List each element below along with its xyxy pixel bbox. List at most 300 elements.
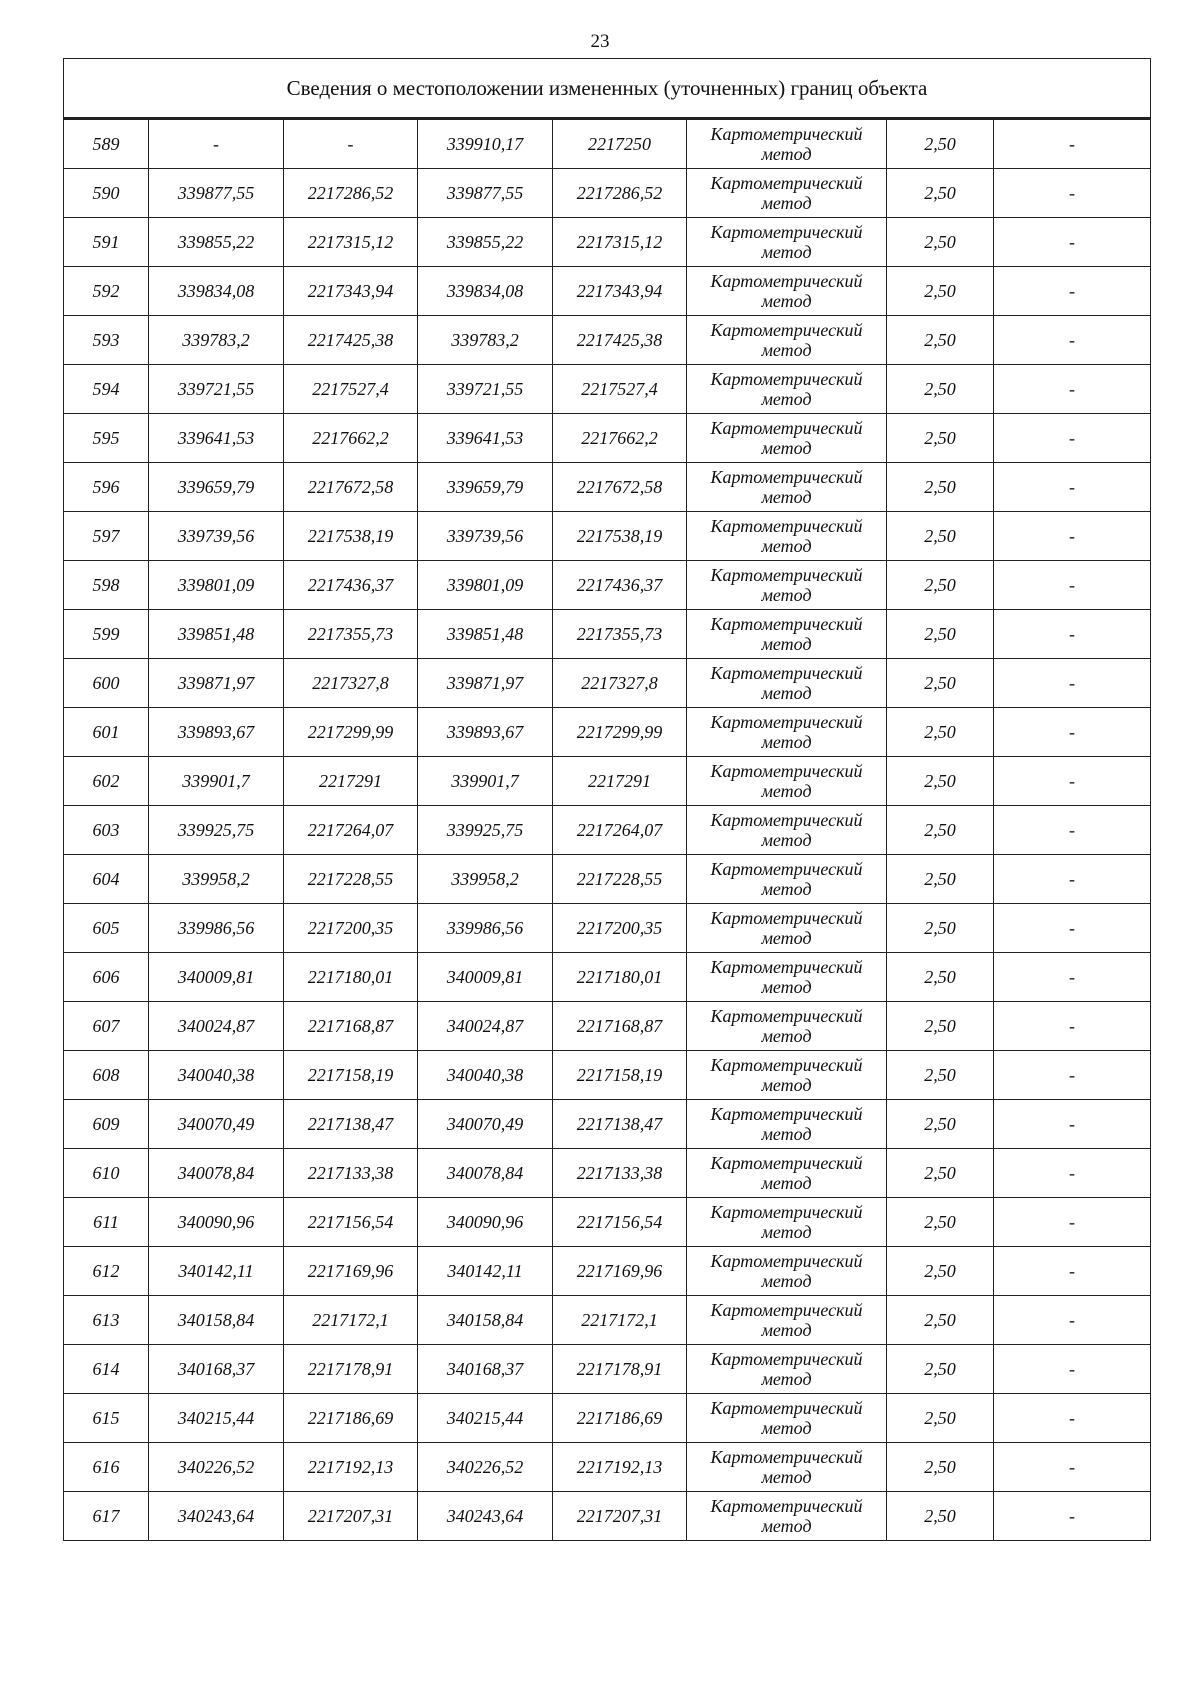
- accuracy-cell: 2,50: [887, 561, 994, 610]
- method-cell: [687, 169, 887, 218]
- note-cell: -: [994, 1198, 1151, 1247]
- page-number: 23: [590, 31, 610, 52]
- table-title: Сведения о местоположении измененных (уточненных) границ объекта: [64, 59, 1151, 119]
- method-cell: [687, 806, 887, 855]
- point-number-cell: 612: [64, 1247, 149, 1296]
- refined-x-cell: 340168,37: [418, 1345, 553, 1394]
- method-line-1: Картометрический: [710, 1202, 863, 1222]
- point-number-cell: 591: [64, 218, 149, 267]
- method-line-2: метод: [761, 340, 812, 360]
- accuracy-cell: 2,50: [887, 1492, 994, 1541]
- existing-x-cell: 339958,2: [149, 855, 284, 904]
- method-line-1: Картометрический: [710, 516, 863, 536]
- accuracy-cell: 2,50: [887, 1002, 994, 1051]
- existing-y-cell: -: [284, 119, 418, 169]
- point-number-cell: 616: [64, 1443, 149, 1492]
- refined-y-cell: 2217228,55: [553, 855, 687, 904]
- method-line-2: метод: [761, 389, 812, 409]
- method-cell: [687, 1443, 887, 1492]
- method-line-2: метод: [761, 634, 812, 654]
- point-number-cell: 598: [64, 561, 149, 610]
- refined-x-cell: 340078,84: [418, 1149, 553, 1198]
- method-cell: [687, 267, 887, 316]
- note-cell: -: [994, 414, 1151, 463]
- refined-y-cell: 2217315,12: [553, 218, 687, 267]
- method-line-1: Картометрический: [710, 908, 863, 928]
- refined-y-cell: 2217192,13: [553, 1443, 687, 1492]
- accuracy-cell: 2,50: [887, 218, 994, 267]
- method-line-2: метод: [761, 1467, 812, 1487]
- method-line-1: Картометрический: [710, 271, 863, 291]
- refined-x-cell: 340070,49: [418, 1100, 553, 1149]
- refined-y-cell: 2217299,99: [553, 708, 687, 757]
- table-row: [64, 1100, 1151, 1149]
- note-cell: -: [994, 659, 1151, 708]
- method-line-2: метод: [761, 1516, 812, 1536]
- refined-x-cell: 339893,67: [418, 708, 553, 757]
- refined-x-cell: 339783,2: [418, 316, 553, 365]
- point-number-cell: 595: [64, 414, 149, 463]
- method-cell: [687, 119, 887, 169]
- existing-y-cell: 2217133,38: [284, 1149, 418, 1198]
- refined-x-cell: 339871,97: [418, 659, 553, 708]
- existing-y-cell: 2217355,73: [284, 610, 418, 659]
- existing-x-cell: 340168,37: [149, 1345, 284, 1394]
- method-line-2: метод: [761, 830, 812, 850]
- refined-x-cell: 340226,52: [418, 1443, 553, 1492]
- existing-x-cell: 339925,75: [149, 806, 284, 855]
- method-line-1: Картометрический: [710, 1006, 863, 1026]
- point-number-cell: 611: [64, 1198, 149, 1247]
- point-number-cell: 605: [64, 904, 149, 953]
- refined-x-cell: 340243,64: [418, 1492, 553, 1541]
- existing-y-cell: 2217538,19: [284, 512, 418, 561]
- method-cell: [687, 1345, 887, 1394]
- refined-x-cell: 339986,56: [418, 904, 553, 953]
- note-cell: -: [994, 1492, 1151, 1541]
- existing-x-cell: 340009,81: [149, 953, 284, 1002]
- method-line-2: метод: [761, 193, 812, 213]
- existing-y-cell: 2217343,94: [284, 267, 418, 316]
- table-row: [64, 757, 1151, 806]
- table-row: [64, 512, 1151, 561]
- note-cell: -: [994, 463, 1151, 512]
- point-number-cell: 590: [64, 169, 149, 218]
- existing-y-cell: 2217200,35: [284, 904, 418, 953]
- method-cell: [687, 561, 887, 610]
- accuracy-cell: 2,50: [887, 365, 994, 414]
- table-row: [64, 1394, 1151, 1443]
- refined-x-cell: 339910,17: [418, 119, 553, 169]
- method-cell: [687, 1394, 887, 1443]
- point-number-cell: 594: [64, 365, 149, 414]
- method-line-2: метод: [761, 683, 812, 703]
- point-number-cell: 602: [64, 757, 149, 806]
- table-row: [64, 169, 1151, 218]
- boundary-coordinates-table: [63, 58, 1151, 1541]
- note-cell: -: [994, 218, 1151, 267]
- method-cell: [687, 1149, 887, 1198]
- refined-y-cell: 2217178,91: [553, 1345, 687, 1394]
- existing-x-cell: 340226,52: [149, 1443, 284, 1492]
- point-number-cell: 609: [64, 1100, 149, 1149]
- accuracy-cell: 2,50: [887, 316, 994, 365]
- refined-y-cell: 2217250: [553, 119, 687, 169]
- accuracy-cell: 2,50: [887, 1443, 994, 1492]
- method-line-1: Картометрический: [710, 222, 863, 242]
- note-cell: -: [994, 610, 1151, 659]
- existing-y-cell: 2217299,99: [284, 708, 418, 757]
- note-cell: -: [994, 904, 1151, 953]
- refined-y-cell: 2217168,87: [553, 1002, 687, 1051]
- existing-x-cell: 340024,87: [149, 1002, 284, 1051]
- refined-x-cell: 339721,55: [418, 365, 553, 414]
- point-number-cell: 608: [64, 1051, 149, 1100]
- refined-x-cell: 339958,2: [418, 855, 553, 904]
- point-number-cell: 597: [64, 512, 149, 561]
- method-line-1: Картометрический: [710, 614, 863, 634]
- method-cell: [687, 365, 887, 414]
- method-line-2: метод: [761, 487, 812, 507]
- existing-y-cell: 2217192,13: [284, 1443, 418, 1492]
- refined-y-cell: 2217264,07: [553, 806, 687, 855]
- method-line-2: метод: [761, 1222, 812, 1242]
- table-row: [64, 953, 1151, 1002]
- method-line-2: метод: [761, 438, 812, 458]
- method-cell: [687, 1296, 887, 1345]
- refined-y-cell: 2217436,37: [553, 561, 687, 610]
- accuracy-cell: 2,50: [887, 1100, 994, 1149]
- accuracy-cell: 2,50: [887, 1345, 994, 1394]
- point-number-cell: 600: [64, 659, 149, 708]
- note-cell: -: [994, 119, 1151, 169]
- table-row: [64, 1492, 1151, 1541]
- method-line-2: метод: [761, 1026, 812, 1046]
- existing-y-cell: 2217178,91: [284, 1345, 418, 1394]
- refined-y-cell: 2217138,47: [553, 1100, 687, 1149]
- refined-x-cell: 339801,09: [418, 561, 553, 610]
- refined-x-cell: 340142,11: [418, 1247, 553, 1296]
- method-line-2: метод: [761, 732, 812, 752]
- point-number-cell: 604: [64, 855, 149, 904]
- note-cell: -: [994, 1051, 1151, 1100]
- refined-y-cell: 2217343,94: [553, 267, 687, 316]
- table-row: [64, 1443, 1151, 1492]
- existing-x-cell: 339871,97: [149, 659, 284, 708]
- point-number-cell: 613: [64, 1296, 149, 1345]
- method-cell: [687, 463, 887, 512]
- table-row: [64, 659, 1151, 708]
- existing-y-cell: 2217315,12: [284, 218, 418, 267]
- accuracy-cell: 2,50: [887, 1051, 994, 1100]
- method-line-2: метод: [761, 242, 812, 262]
- table-row: [64, 1149, 1151, 1198]
- existing-x-cell: 340070,49: [149, 1100, 284, 1149]
- existing-x-cell: 340040,38: [149, 1051, 284, 1100]
- method-line-1: Картометрический: [710, 712, 863, 732]
- accuracy-cell: 2,50: [887, 757, 994, 806]
- existing-x-cell: 339855,22: [149, 218, 284, 267]
- refined-x-cell: 339925,75: [418, 806, 553, 855]
- table-row: [64, 316, 1151, 365]
- note-cell: -: [994, 1443, 1151, 1492]
- refined-y-cell: 2217291: [553, 757, 687, 806]
- table-row: [64, 218, 1151, 267]
- refined-y-cell: 2217286,52: [553, 169, 687, 218]
- existing-y-cell: 2217228,55: [284, 855, 418, 904]
- method-line-1: Картометрический: [710, 467, 863, 487]
- method-line-2: метод: [761, 536, 812, 556]
- method-line-2: метод: [761, 879, 812, 899]
- existing-x-cell: 339783,2: [149, 316, 284, 365]
- method-line-2: метод: [761, 1418, 812, 1438]
- note-cell: -: [994, 1296, 1151, 1345]
- point-number-cell: 607: [64, 1002, 149, 1051]
- accuracy-cell: 2,50: [887, 463, 994, 512]
- method-cell: [687, 1100, 887, 1149]
- refined-x-cell: 339739,56: [418, 512, 553, 561]
- method-line-2: метод: [761, 1320, 812, 1340]
- point-number-cell: 615: [64, 1394, 149, 1443]
- accuracy-cell: 2,50: [887, 169, 994, 218]
- method-line-2: метод: [761, 1271, 812, 1291]
- table-row: [64, 1051, 1151, 1100]
- note-cell: -: [994, 1002, 1151, 1051]
- point-number-cell: 617: [64, 1492, 149, 1541]
- note-cell: -: [994, 1345, 1151, 1394]
- table-row: [64, 708, 1151, 757]
- method-line-2: метод: [761, 977, 812, 997]
- method-line-1: Картометрический: [710, 124, 863, 144]
- point-number-cell: 593: [64, 316, 149, 365]
- method-cell: [687, 757, 887, 806]
- existing-x-cell: 339834,08: [149, 267, 284, 316]
- method-line-1: Картометрический: [710, 1055, 863, 1075]
- refined-x-cell: 340090,96: [418, 1198, 553, 1247]
- existing-x-cell: 340142,11: [149, 1247, 284, 1296]
- table-row: [64, 365, 1151, 414]
- refined-y-cell: 2217207,31: [553, 1492, 687, 1541]
- existing-x-cell: 339851,48: [149, 610, 284, 659]
- existing-x-cell: 339641,53: [149, 414, 284, 463]
- existing-y-cell: 2217425,38: [284, 316, 418, 365]
- accuracy-cell: 2,50: [887, 414, 994, 463]
- method-cell: [687, 1247, 887, 1296]
- method-line-1: Картометрический: [710, 1349, 863, 1369]
- method-cell: [687, 855, 887, 904]
- accuracy-cell: 2,50: [887, 953, 994, 1002]
- table-row: [64, 267, 1151, 316]
- method-line-2: метод: [761, 928, 812, 948]
- existing-y-cell: 2217286,52: [284, 169, 418, 218]
- note-cell: -: [994, 365, 1151, 414]
- table-row: [64, 1002, 1151, 1051]
- existing-y-cell: 2217436,37: [284, 561, 418, 610]
- existing-y-cell: 2217186,69: [284, 1394, 418, 1443]
- refined-y-cell: 2217527,4: [553, 365, 687, 414]
- existing-x-cell: 340078,84: [149, 1149, 284, 1198]
- refined-x-cell: 340158,84: [418, 1296, 553, 1345]
- table-row: [64, 119, 1151, 169]
- method-line-1: Картометрический: [710, 761, 863, 781]
- table-row: [64, 855, 1151, 904]
- method-cell: [687, 512, 887, 561]
- existing-x-cell: 339721,55: [149, 365, 284, 414]
- table-row: [64, 610, 1151, 659]
- method-line-2: метод: [761, 585, 812, 605]
- method-line-1: Картометрический: [710, 565, 863, 585]
- refined-x-cell: 339851,48: [418, 610, 553, 659]
- existing-y-cell: 2217180,01: [284, 953, 418, 1002]
- accuracy-cell: 2,50: [887, 1394, 994, 1443]
- existing-y-cell: 2217158,19: [284, 1051, 418, 1100]
- accuracy-cell: 2,50: [887, 659, 994, 708]
- refined-y-cell: 2217672,58: [553, 463, 687, 512]
- method-line-1: Картометрический: [710, 957, 863, 977]
- table-row: [64, 463, 1151, 512]
- method-line-2: метод: [761, 1075, 812, 1095]
- method-line-2: метод: [761, 291, 812, 311]
- existing-y-cell: 2217169,96: [284, 1247, 418, 1296]
- table-row: [64, 1247, 1151, 1296]
- existing-x-cell: 339801,09: [149, 561, 284, 610]
- note-cell: -: [994, 316, 1151, 365]
- refined-y-cell: 2217186,69: [553, 1394, 687, 1443]
- refined-x-cell: 339641,53: [418, 414, 553, 463]
- table-row: [64, 1296, 1151, 1345]
- note-cell: -: [994, 267, 1151, 316]
- accuracy-cell: 2,50: [887, 1198, 994, 1247]
- note-cell: -: [994, 708, 1151, 757]
- accuracy-cell: 2,50: [887, 806, 994, 855]
- method-line-1: Картометрический: [710, 1251, 863, 1271]
- refined-y-cell: 2217355,73: [553, 610, 687, 659]
- note-cell: -: [994, 1100, 1151, 1149]
- existing-y-cell: 2217264,07: [284, 806, 418, 855]
- point-number-cell: 603: [64, 806, 149, 855]
- note-cell: -: [994, 757, 1151, 806]
- method-cell: [687, 1198, 887, 1247]
- note-cell: -: [994, 1247, 1151, 1296]
- accuracy-cell: 2,50: [887, 119, 994, 169]
- note-cell: -: [994, 953, 1151, 1002]
- note-cell: -: [994, 512, 1151, 561]
- existing-y-cell: 2217327,8: [284, 659, 418, 708]
- refined-y-cell: 2217200,35: [553, 904, 687, 953]
- table-row: [64, 561, 1151, 610]
- refined-x-cell: 339855,22: [418, 218, 553, 267]
- accuracy-cell: 2,50: [887, 1149, 994, 1198]
- refined-x-cell: 340215,44: [418, 1394, 553, 1443]
- point-number-cell: 599: [64, 610, 149, 659]
- accuracy-cell: 2,50: [887, 267, 994, 316]
- method-cell: [687, 610, 887, 659]
- refined-y-cell: 2217180,01: [553, 953, 687, 1002]
- method-line-1: Картометрический: [710, 418, 863, 438]
- table-title-row: [64, 59, 1151, 119]
- existing-x-cell: 339986,56: [149, 904, 284, 953]
- method-cell: [687, 218, 887, 267]
- accuracy-cell: 2,50: [887, 904, 994, 953]
- note-cell: -: [994, 169, 1151, 218]
- table-row: [64, 1198, 1151, 1247]
- existing-x-cell: 340243,64: [149, 1492, 284, 1541]
- refined-y-cell: 2217156,54: [553, 1198, 687, 1247]
- existing-y-cell: 2217291: [284, 757, 418, 806]
- method-cell: [687, 1002, 887, 1051]
- method-line-1: Картометрический: [710, 369, 863, 389]
- method-line-1: Картометрический: [710, 1300, 863, 1320]
- table-body: [64, 119, 1151, 1541]
- note-cell: -: [994, 806, 1151, 855]
- refined-y-cell: 2217327,8: [553, 659, 687, 708]
- table-row: [64, 1345, 1151, 1394]
- method-cell: [687, 1492, 887, 1541]
- method-cell: [687, 953, 887, 1002]
- refined-y-cell: 2217425,38: [553, 316, 687, 365]
- accuracy-cell: 2,50: [887, 512, 994, 561]
- existing-x-cell: 339659,79: [149, 463, 284, 512]
- method-cell: [687, 659, 887, 708]
- table-row: [64, 904, 1151, 953]
- method-cell: [687, 904, 887, 953]
- existing-y-cell: 2217138,47: [284, 1100, 418, 1149]
- table-row: [64, 806, 1151, 855]
- method-line-2: метод: [761, 1124, 812, 1144]
- method-line-1: Картометрический: [710, 1496, 863, 1516]
- method-line-2: метод: [761, 1173, 812, 1193]
- method-line-2: метод: [761, 1369, 812, 1389]
- method-line-1: Картометрический: [710, 1153, 863, 1173]
- accuracy-cell: 2,50: [887, 610, 994, 659]
- refined-x-cell: 339877,55: [418, 169, 553, 218]
- existing-y-cell: 2217172,1: [284, 1296, 418, 1345]
- accuracy-cell: 2,50: [887, 1296, 994, 1345]
- refined-y-cell: 2217172,1: [553, 1296, 687, 1345]
- method-line-1: Картометрический: [710, 320, 863, 340]
- method-line-2: метод: [761, 781, 812, 801]
- existing-x-cell: 339877,55: [149, 169, 284, 218]
- method-line-1: Картометрический: [710, 1447, 863, 1467]
- point-number-cell: 614: [64, 1345, 149, 1394]
- method-cell: [687, 1051, 887, 1100]
- table-row: [64, 414, 1151, 463]
- refined-x-cell: 340009,81: [418, 953, 553, 1002]
- point-number-cell: 610: [64, 1149, 149, 1198]
- existing-x-cell: 339739,56: [149, 512, 284, 561]
- refined-x-cell: 340024,87: [418, 1002, 553, 1051]
- note-cell: -: [994, 1394, 1151, 1443]
- refined-x-cell: 340040,38: [418, 1051, 553, 1100]
- method-cell: [687, 414, 887, 463]
- accuracy-cell: 2,50: [887, 708, 994, 757]
- refined-y-cell: 2217133,38: [553, 1149, 687, 1198]
- method-cell: [687, 708, 887, 757]
- method-line-1: Картометрический: [710, 663, 863, 683]
- method-line-1: Картометрический: [710, 810, 863, 830]
- refined-y-cell: 2217662,2: [553, 414, 687, 463]
- method-line-1: Картометрический: [710, 1398, 863, 1418]
- existing-y-cell: 2217207,31: [284, 1492, 418, 1541]
- refined-x-cell: 339834,08: [418, 267, 553, 316]
- method-line-1: Картометрический: [710, 173, 863, 193]
- note-cell: -: [994, 1149, 1151, 1198]
- method-line-2: метод: [761, 144, 812, 164]
- refined-y-cell: 2217538,19: [553, 512, 687, 561]
- point-number-cell: 596: [64, 463, 149, 512]
- existing-y-cell: 2217168,87: [284, 1002, 418, 1051]
- method-line-1: Картометрический: [710, 859, 863, 879]
